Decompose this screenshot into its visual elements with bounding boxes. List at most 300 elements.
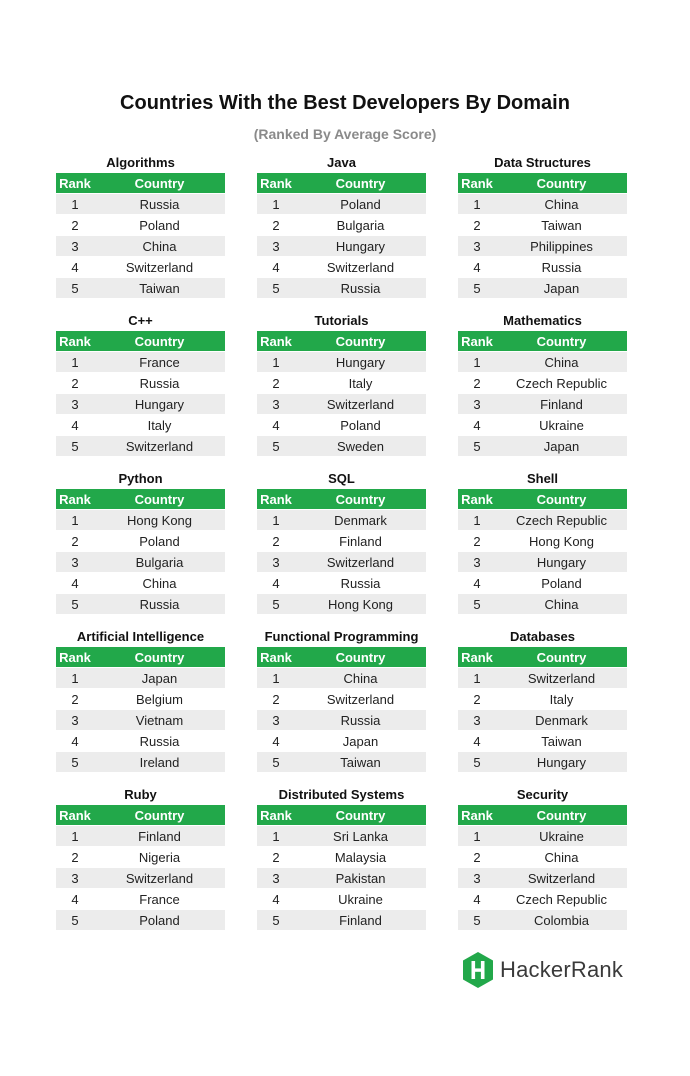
- table-header-row: [56, 647, 225, 668]
- rank-cell: 5: [257, 436, 295, 457]
- rank-cell: 4: [458, 889, 496, 910]
- rank-cell: 1: [458, 826, 496, 847]
- rank-cell: 1: [257, 668, 295, 689]
- table-row: [458, 257, 627, 278]
- table-row: [56, 594, 225, 615]
- country-cell: Russia: [295, 573, 426, 594]
- table-row: [257, 889, 426, 910]
- rank-cell: 5: [56, 752, 94, 773]
- country-cell: China: [496, 352, 627, 373]
- rank-cell: 2: [257, 847, 295, 868]
- table-row: [56, 215, 225, 236]
- table-row: [257, 510, 426, 531]
- table-row: [257, 394, 426, 415]
- table-row: [56, 710, 225, 731]
- country-cell: China: [496, 594, 627, 615]
- domain-title: Java: [327, 155, 356, 170]
- country-cell: Taiwan: [496, 215, 627, 236]
- table-header-row: [257, 173, 426, 194]
- domain-title: Databases: [509, 629, 576, 644]
- country-header: Country: [496, 647, 627, 668]
- country-cell: China: [94, 236, 225, 257]
- table-row: [257, 278, 426, 299]
- domain-block: [458, 785, 627, 931]
- table-row: [458, 826, 627, 847]
- country-cell: Switzerland: [295, 552, 426, 573]
- country-cell: Hungary: [496, 752, 627, 773]
- rank-header: Rank: [257, 805, 295, 826]
- rank-cell: 4: [56, 731, 94, 752]
- table-row: [458, 710, 627, 731]
- table-row: [257, 236, 426, 257]
- rank-cell: 4: [56, 889, 94, 910]
- rank-cell: 1: [56, 668, 94, 689]
- country-cell: China: [295, 668, 426, 689]
- country-cell: Finland: [295, 531, 426, 552]
- domain-block: [56, 785, 225, 931]
- rank-header: Rank: [257, 331, 295, 352]
- table-row: [56, 415, 225, 436]
- rank-table: [458, 331, 627, 457]
- domain-title: Distributed Systems: [278, 787, 405, 802]
- table-header-row: [257, 805, 426, 826]
- table-row: [458, 752, 627, 773]
- page-title: Countries With the Best Developers By Domain: [120, 92, 570, 114]
- rank-cell: 2: [257, 531, 295, 552]
- table-header-row: [458, 647, 627, 668]
- rank-cell: 5: [458, 594, 496, 615]
- table-row: [458, 689, 627, 710]
- rank-cell: 2: [56, 215, 94, 236]
- table-row: [257, 910, 426, 931]
- country-cell: Sri Lanka: [295, 826, 426, 847]
- table-header-row: [56, 331, 225, 352]
- rank-cell: 1: [257, 352, 295, 373]
- table-row: [458, 668, 627, 689]
- country-header: Country: [94, 489, 225, 510]
- rank-table: [458, 647, 627, 773]
- rank-cell: 2: [56, 373, 94, 394]
- rank-table: [458, 173, 627, 299]
- country-cell: Finland: [295, 910, 426, 931]
- table-row: [56, 552, 225, 573]
- rank-header: Rank: [458, 331, 496, 352]
- rank-cell: 5: [458, 436, 496, 457]
- country-header: Country: [295, 173, 426, 194]
- rank-cell: 4: [458, 415, 496, 436]
- table-row: [56, 352, 225, 373]
- rank-cell: 2: [458, 215, 496, 236]
- domain-grid: [56, 153, 628, 931]
- country-cell: Russia: [94, 731, 225, 752]
- rank-header: Rank: [458, 489, 496, 510]
- country-header: Country: [295, 489, 426, 510]
- country-cell: Switzerland: [94, 868, 225, 889]
- country-cell: Russia: [295, 710, 426, 731]
- table-row: [458, 889, 627, 910]
- table-header-row: [458, 173, 627, 194]
- country-cell: Finland: [496, 394, 627, 415]
- table-header-row: [458, 489, 627, 510]
- rank-cell: 5: [458, 278, 496, 299]
- country-cell: Russia: [94, 594, 225, 615]
- table-row: [257, 689, 426, 710]
- table-row: [458, 731, 627, 752]
- country-cell: Italy: [496, 689, 627, 710]
- domain-block: [458, 311, 627, 457]
- rank-cell: 2: [56, 689, 94, 710]
- country-cell: China: [496, 194, 627, 215]
- country-cell: Japan: [295, 731, 426, 752]
- rank-cell: 2: [257, 689, 295, 710]
- rank-cell: 3: [56, 236, 94, 257]
- country-header: Country: [94, 173, 225, 194]
- country-cell: Italy: [295, 373, 426, 394]
- country-cell: Belgium: [94, 689, 225, 710]
- table-row: [458, 531, 627, 552]
- country-cell: China: [94, 573, 225, 594]
- rank-table: [458, 805, 627, 931]
- table-row: [458, 415, 627, 436]
- rank-cell: 2: [257, 215, 295, 236]
- rank-cell: 1: [56, 352, 94, 373]
- rank-cell: 3: [56, 868, 94, 889]
- table-header-row: [56, 805, 225, 826]
- rank-cell: 3: [257, 394, 295, 415]
- table-row: [458, 868, 627, 889]
- rank-cell: 1: [458, 668, 496, 689]
- table-row: [458, 194, 627, 215]
- rank-cell: 1: [458, 510, 496, 531]
- domain-title: Shell: [526, 471, 559, 486]
- table-row: [257, 826, 426, 847]
- country-header: Country: [496, 173, 627, 194]
- table-row: [458, 352, 627, 373]
- country-cell: Philippines: [496, 236, 627, 257]
- rank-cell: 4: [257, 415, 295, 436]
- country-cell: Colombia: [496, 910, 627, 931]
- rank-cell: 1: [56, 194, 94, 215]
- country-header: Country: [295, 331, 426, 352]
- country-header: Country: [94, 331, 225, 352]
- table-row: [56, 847, 225, 868]
- table-row: [257, 415, 426, 436]
- country-cell: Vietnam: [94, 710, 225, 731]
- table-row: [56, 373, 225, 394]
- domain-block: [257, 469, 426, 615]
- table-row: [56, 731, 225, 752]
- country-cell: Hong Kong: [94, 510, 225, 531]
- country-header: Country: [295, 805, 426, 826]
- country-cell: Taiwan: [496, 731, 627, 752]
- country-cell: Ukraine: [295, 889, 426, 910]
- rank-cell: 5: [257, 910, 295, 931]
- rank-cell: 2: [56, 847, 94, 868]
- rank-cell: 2: [458, 847, 496, 868]
- table-row: [257, 531, 426, 552]
- rank-header: Rank: [458, 173, 496, 194]
- rank-header: Rank: [56, 489, 94, 510]
- rank-cell: 4: [458, 573, 496, 594]
- table-row: [56, 510, 225, 531]
- table-row: [56, 531, 225, 552]
- country-cell: Switzerland: [496, 868, 627, 889]
- rank-cell: 4: [56, 573, 94, 594]
- country-cell: France: [94, 352, 225, 373]
- table-header-row: [458, 331, 627, 352]
- table-row: [56, 668, 225, 689]
- table-row: [56, 889, 225, 910]
- rank-cell: 4: [257, 257, 295, 278]
- domain-block: [458, 469, 627, 615]
- rank-header: Rank: [56, 173, 94, 194]
- table-header-row: [257, 647, 426, 668]
- table-row: [56, 752, 225, 773]
- rank-cell: 1: [257, 826, 295, 847]
- rank-cell: 2: [458, 531, 496, 552]
- table-row: [458, 236, 627, 257]
- rank-cell: 4: [257, 731, 295, 752]
- table-row: [458, 510, 627, 531]
- rank-table: [56, 805, 225, 931]
- rank-table: [56, 647, 225, 773]
- table-row: [257, 436, 426, 457]
- table-row: [257, 752, 426, 773]
- country-cell: Poland: [94, 531, 225, 552]
- rank-cell: 4: [458, 731, 496, 752]
- country-cell: Poland: [295, 194, 426, 215]
- brand-name: HackerRank: [500, 957, 624, 982]
- rank-cell: 3: [257, 868, 295, 889]
- country-cell: Bulgaria: [94, 552, 225, 573]
- rank-cell: 4: [56, 257, 94, 278]
- rank-table: [257, 489, 426, 615]
- rank-cell: 5: [257, 278, 295, 299]
- country-cell: Hungary: [496, 552, 627, 573]
- domain-title: Security: [516, 787, 569, 802]
- table-row: [458, 373, 627, 394]
- rank-header: Rank: [257, 647, 295, 668]
- country-cell: China: [496, 847, 627, 868]
- table-row: [257, 194, 426, 215]
- table-header-row: [458, 805, 627, 826]
- table-row: [458, 594, 627, 615]
- table-row: [56, 826, 225, 847]
- table-row: [458, 910, 627, 931]
- country-cell: Pakistan: [295, 868, 426, 889]
- rank-cell: 5: [257, 594, 295, 615]
- rank-cell: 2: [257, 373, 295, 394]
- table-row: [458, 278, 627, 299]
- domain-title: Data Structures: [494, 155, 591, 170]
- rank-header: Rank: [257, 489, 295, 510]
- rank-cell: 4: [56, 415, 94, 436]
- country-cell: Denmark: [295, 510, 426, 531]
- rank-table: [56, 173, 225, 299]
- country-header: Country: [94, 805, 225, 826]
- domain-title: Tutorials: [314, 313, 369, 328]
- table-row: [257, 731, 426, 752]
- domain-block: [257, 627, 426, 773]
- rank-cell: 3: [458, 552, 496, 573]
- rank-table: [458, 489, 627, 615]
- table-row: [257, 373, 426, 394]
- table-row: [257, 573, 426, 594]
- rank-table: [257, 173, 426, 299]
- rank-cell: 2: [458, 373, 496, 394]
- rank-cell: 3: [458, 394, 496, 415]
- country-cell: Switzerland: [94, 436, 225, 457]
- rank-cell: 3: [257, 710, 295, 731]
- country-cell: Japan: [94, 668, 225, 689]
- table-row: [257, 868, 426, 889]
- country-cell: Czech Republic: [496, 889, 627, 910]
- table-row: [458, 394, 627, 415]
- table-row: [257, 352, 426, 373]
- domain-block: [56, 311, 225, 457]
- table-row: [257, 257, 426, 278]
- domain-title: Mathematics: [503, 313, 582, 328]
- rank-cell: 1: [257, 194, 295, 215]
- rank-cell: 5: [56, 278, 94, 299]
- country-header: Country: [496, 805, 627, 826]
- country-cell: Italy: [94, 415, 225, 436]
- country-cell: Ukraine: [496, 826, 627, 847]
- country-cell: Denmark: [496, 710, 627, 731]
- table-row: [458, 847, 627, 868]
- country-cell: Bulgaria: [295, 215, 426, 236]
- domain-title: SQL: [328, 471, 355, 486]
- table-row: [458, 215, 627, 236]
- country-cell: Hungary: [295, 352, 426, 373]
- rank-header: Rank: [56, 805, 94, 826]
- rank-table: [56, 489, 225, 615]
- country-cell: Sweden: [295, 436, 426, 457]
- domain-title: C++: [128, 313, 153, 328]
- rank-cell: 5: [56, 594, 94, 615]
- table-row: [56, 257, 225, 278]
- rank-cell: 3: [56, 394, 94, 415]
- country-cell: Switzerland: [295, 689, 426, 710]
- domain-block: [458, 627, 627, 773]
- country-cell: Switzerland: [94, 257, 225, 278]
- rank-cell: 5: [56, 910, 94, 931]
- country-cell: Hong Kong: [496, 531, 627, 552]
- domain-title: Artificial Intelligence: [76, 629, 205, 644]
- rank-header: Rank: [56, 331, 94, 352]
- rank-cell: 3: [458, 868, 496, 889]
- domain-title: Algorithms: [106, 155, 175, 170]
- country-cell: Taiwan: [295, 752, 426, 773]
- rank-cell: 4: [257, 889, 295, 910]
- country-cell: Poland: [496, 573, 627, 594]
- table-row: [56, 910, 225, 931]
- country-cell: Ireland: [94, 752, 225, 773]
- country-cell: Poland: [94, 910, 225, 931]
- hackerrank-logo: [461, 951, 623, 989]
- table-row: [56, 689, 225, 710]
- country-cell: Poland: [94, 215, 225, 236]
- rank-cell: 3: [56, 710, 94, 731]
- rank-table: [257, 647, 426, 773]
- rank-cell: 5: [458, 752, 496, 773]
- country-cell: Russia: [496, 257, 627, 278]
- rank-header: Rank: [458, 805, 496, 826]
- rank-header: Rank: [458, 647, 496, 668]
- rank-cell: 3: [257, 552, 295, 573]
- table-row: [257, 552, 426, 573]
- table-row: [56, 573, 225, 594]
- rank-cell: 5: [257, 752, 295, 773]
- rank-cell: 4: [257, 573, 295, 594]
- table-header-row: [56, 173, 225, 194]
- country-cell: Czech Republic: [496, 373, 627, 394]
- rank-cell: 5: [56, 436, 94, 457]
- domain-block: [458, 153, 627, 299]
- table-row: [257, 594, 426, 615]
- domain-block: [56, 153, 225, 299]
- table-row: [257, 215, 426, 236]
- rank-cell: 1: [56, 826, 94, 847]
- country-cell: Ukraine: [496, 415, 627, 436]
- table-header-row: [56, 489, 225, 510]
- table-header-row: [257, 489, 426, 510]
- hackerrank-h-hexagon-icon: [461, 951, 495, 989]
- table-row: [458, 552, 627, 573]
- table-row: [56, 868, 225, 889]
- country-cell: Japan: [496, 278, 627, 299]
- domain-block: [257, 785, 426, 931]
- domain-title: Python: [118, 471, 163, 486]
- table-row: [458, 436, 627, 457]
- country-cell: Russia: [295, 278, 426, 299]
- country-cell: France: [94, 889, 225, 910]
- domain-block: [257, 153, 426, 299]
- country-cell: Switzerland: [295, 394, 426, 415]
- rank-cell: 5: [458, 910, 496, 931]
- rank-cell: 4: [458, 257, 496, 278]
- domain-title: Ruby: [124, 787, 157, 802]
- country-header: Country: [295, 647, 426, 668]
- country-cell: Russia: [94, 373, 225, 394]
- rank-cell: 3: [56, 552, 94, 573]
- country-cell: Poland: [295, 415, 426, 436]
- rank-cell: 1: [458, 352, 496, 373]
- country-cell: Taiwan: [94, 278, 225, 299]
- table-row: [56, 236, 225, 257]
- country-header: Country: [496, 331, 627, 352]
- country-cell: Hungary: [295, 236, 426, 257]
- page-subtitle: (Ranked By Average Score): [253, 126, 437, 142]
- country-cell: Czech Republic: [496, 510, 627, 531]
- table-header-row: [257, 331, 426, 352]
- domain-title: Functional Programming: [264, 629, 419, 644]
- country-cell: Nigeria: [94, 847, 225, 868]
- rank-cell: 2: [458, 689, 496, 710]
- rank-cell: 3: [458, 236, 496, 257]
- domain-block: [56, 469, 225, 615]
- rank-cell: 3: [257, 236, 295, 257]
- table-row: [56, 194, 225, 215]
- domain-block: [56, 627, 225, 773]
- rank-header: Rank: [257, 173, 295, 194]
- table-row: [56, 394, 225, 415]
- country-cell: Switzerland: [295, 257, 426, 278]
- rank-cell: 1: [56, 510, 94, 531]
- country-cell: Hong Kong: [295, 594, 426, 615]
- rank-cell: 1: [458, 194, 496, 215]
- rank-header: Rank: [56, 647, 94, 668]
